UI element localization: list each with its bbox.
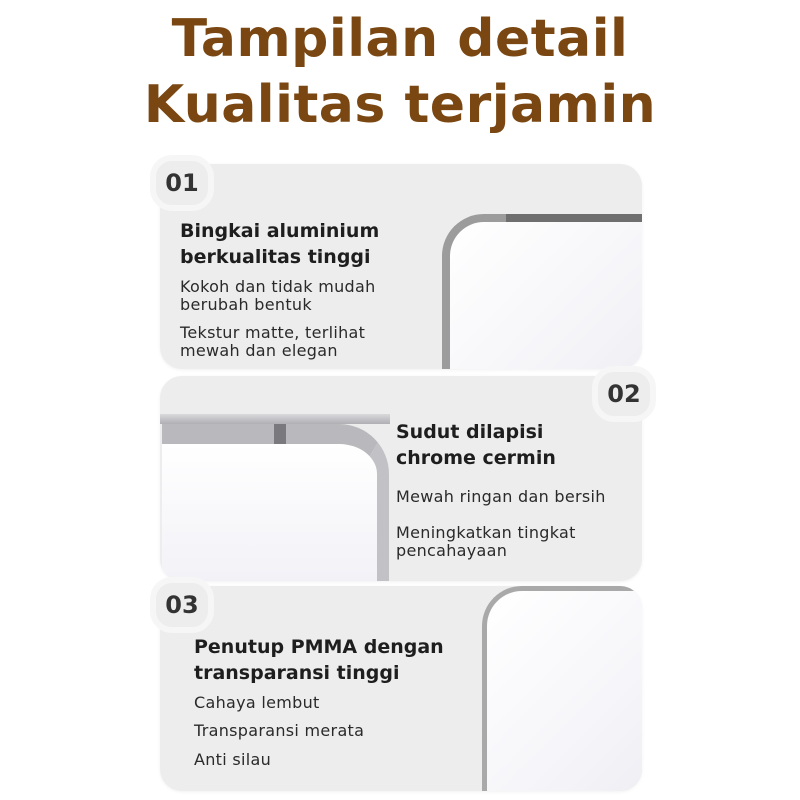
section-3-point-2: Transparansi merata (194, 721, 365, 740)
section-3-heading-line-2: transparansi tinggi (194, 662, 400, 684)
section-3-point-3: Anti silau (194, 750, 272, 769)
section-1-heading (180, 218, 379, 270)
page-title (0, 6, 800, 138)
frame-edge (506, 214, 642, 222)
section-1-point-2 (180, 324, 365, 360)
chrome-corner-illustration (162, 424, 389, 581)
section-1-heading-line-1: Bingkai aluminium (180, 220, 380, 242)
aluminium-frame-illustration (442, 214, 642, 369)
section-1-point-2-line-1: Tekstur matte, terlihat (180, 323, 366, 342)
corner-joint (274, 424, 286, 444)
section-1-point-1-line-2: berubah bentuk (180, 295, 312, 314)
section-1-point-2-line-2: mewah dan elegan (180, 341, 338, 360)
section-3-heading (194, 634, 444, 686)
section-number-1: 01 (150, 155, 214, 211)
section-number-2: 02 (592, 366, 656, 422)
section-3-point-1: Cahaya lembut (194, 693, 320, 712)
section-number-3: 03 (150, 577, 214, 633)
section-1-point-1-line-1: Kokoh dan tidak mudah (180, 277, 376, 296)
section-3-heading-line-1: Penutup PMMA dengan (194, 636, 444, 658)
section-2-heading-line-1: Sudut dilapisi (396, 421, 544, 443)
section-2-point-2-line-2: pencahayaan (396, 541, 508, 560)
title-line-1: Tampilan detail (171, 9, 629, 69)
section-1-point-1 (180, 278, 376, 314)
section-2-point-1 (396, 488, 606, 506)
chrome-corner-shadow (160, 414, 390, 424)
pmma-cover-illustration (482, 586, 642, 791)
title-line-2: Kualitas terjamin (143, 75, 657, 135)
section-2-heading (396, 419, 556, 471)
section-2-heading-line-2: chrome cermin (396, 447, 556, 469)
section-2-point-1-line-1: Mewah ringan dan bersih (396, 487, 606, 506)
section-2-point-2-line-1: Meningkatkan tingkat (396, 523, 576, 542)
section-2-point-2 (396, 524, 576, 560)
section-1-heading-line-2: berkualitas tinggi (180, 246, 371, 268)
